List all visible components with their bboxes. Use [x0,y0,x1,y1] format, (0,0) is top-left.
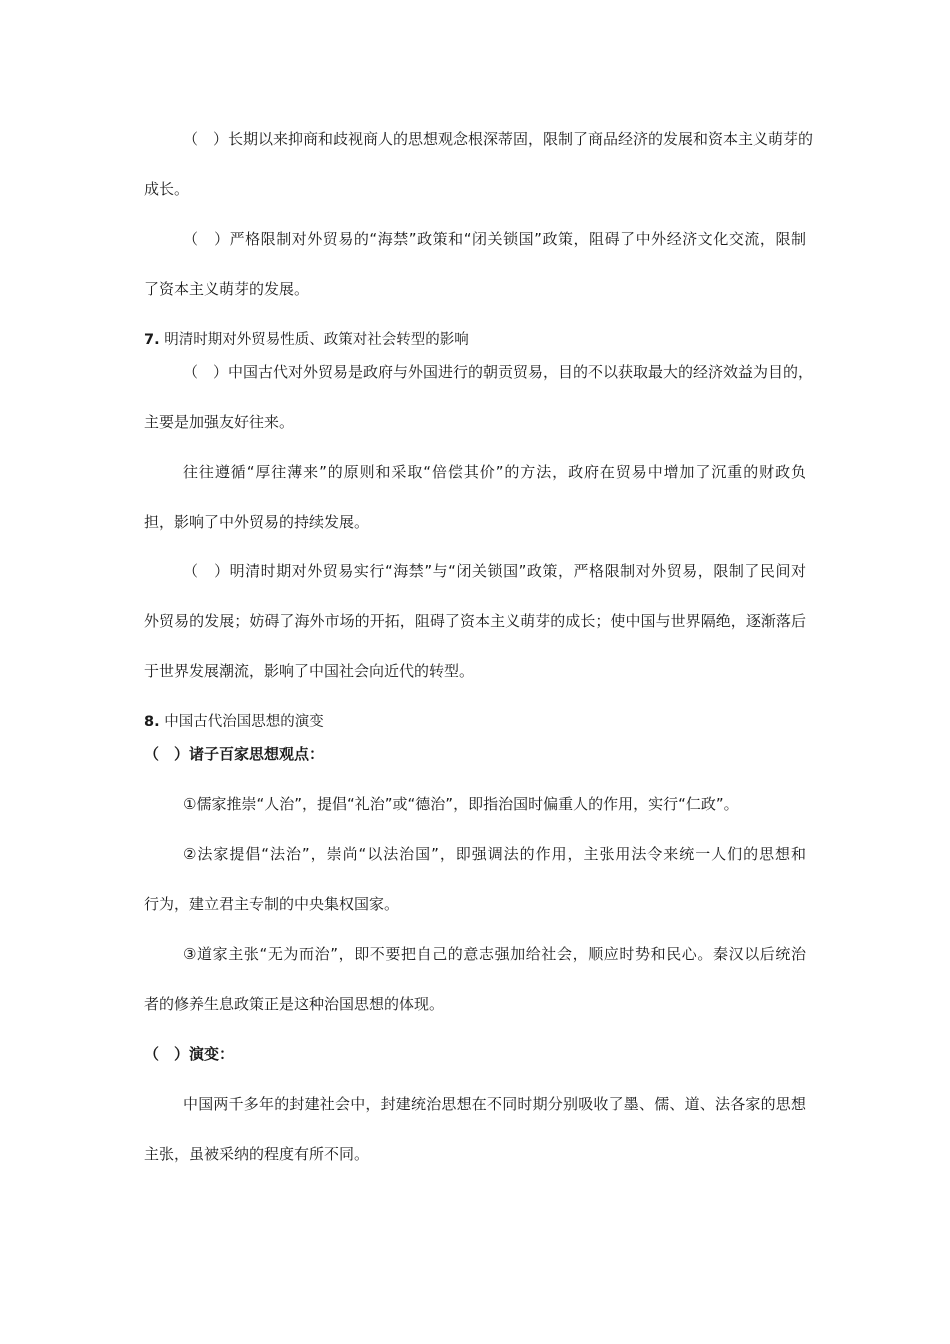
paragraph-line: 者的修养生息政策正是这种治国思想的体现。 [144,995,445,1013]
paragraph-line: 了资本主义萌芽的发展。 [144,280,310,298]
paragraph-line: （ ）中国古代对外贸易是政府与外国进行的朝贡贸易，目的不以获取最大的经济效益为目的， [183,363,814,381]
paragraph-line: 成长。 [144,180,190,198]
paragraph-line: ③道家主张“无为而治”，即不要把自己的意志强加给社会，顺应时势和民心。秦汉以后统治 [183,945,806,963]
section-title: 中国古代治国思想的演变 [164,714,324,730]
section-title: 明清时期对外贸易性质、政策对社会转型的影响 [164,332,469,348]
section-heading-8 [144,712,324,732]
subheading-evolution: （ ）演变： [144,1045,235,1063]
section-number: 7. [144,332,160,348]
paragraph-line: （ ）明清时期对外贸易实行“海禁”与“闭关锁国”政策，严格限制对外贸易，限制了民间对 [183,562,806,580]
paragraph-line: 外贸易的发展；妨碍了海外市场的开拓，阻碍了资本主义萌芽的成长；使中国与世界隔绝，逐渐落后 [144,612,806,630]
paragraph-line: （ ）严格限制对外贸易的“海禁”政策和“闭关锁国”政策，阻碍了中外经济文化交流，限制 [183,230,806,248]
section-number: 8. [144,714,160,730]
subheading-schools-of-thought: （ ）诸子百家思想观点： [144,745,325,763]
paragraph-line: 往往遵循“厚往薄来”的原则和采取“倍偿其价”的方法，政府在贸易中增加了沉重的财政负 [183,463,806,481]
paragraph-line: 担，影响了中外贸易的持续发展。 [144,513,370,531]
paragraph-line: 主要是加强友好往来。 [144,413,295,431]
paragraph-line: ②法家提倡“法治”，崇尚“以法治国”，即强调法的作用，主张用法令来统一人们的思想和 [183,845,806,863]
section-heading-7 [144,330,469,350]
paragraph-line: 于世界发展潮流，影响了中国社会向近代的转型。 [144,662,475,680]
paragraph-line: 中国两千多年的封建社会中，封建统治思想在不同时期分别吸收了墨、儒、道、法各家的思想 [183,1095,806,1113]
paragraph-line: 主张，虽被采纳的程度有所不同。 [144,1145,370,1163]
paragraph-line: 行为，建立君主专制的中央集权国家。 [144,895,400,913]
paragraph-line: （ ）长期以来抑商和歧视商人的思想观念根深蒂固，限制了商品经济的发展和资本主义萌芽的 [183,130,814,148]
paragraph-line: ①儒家推崇“人治”，提倡“礼治”或“德治”，即指治国时偏重人的作用，实行“仁政”。 [183,795,739,813]
